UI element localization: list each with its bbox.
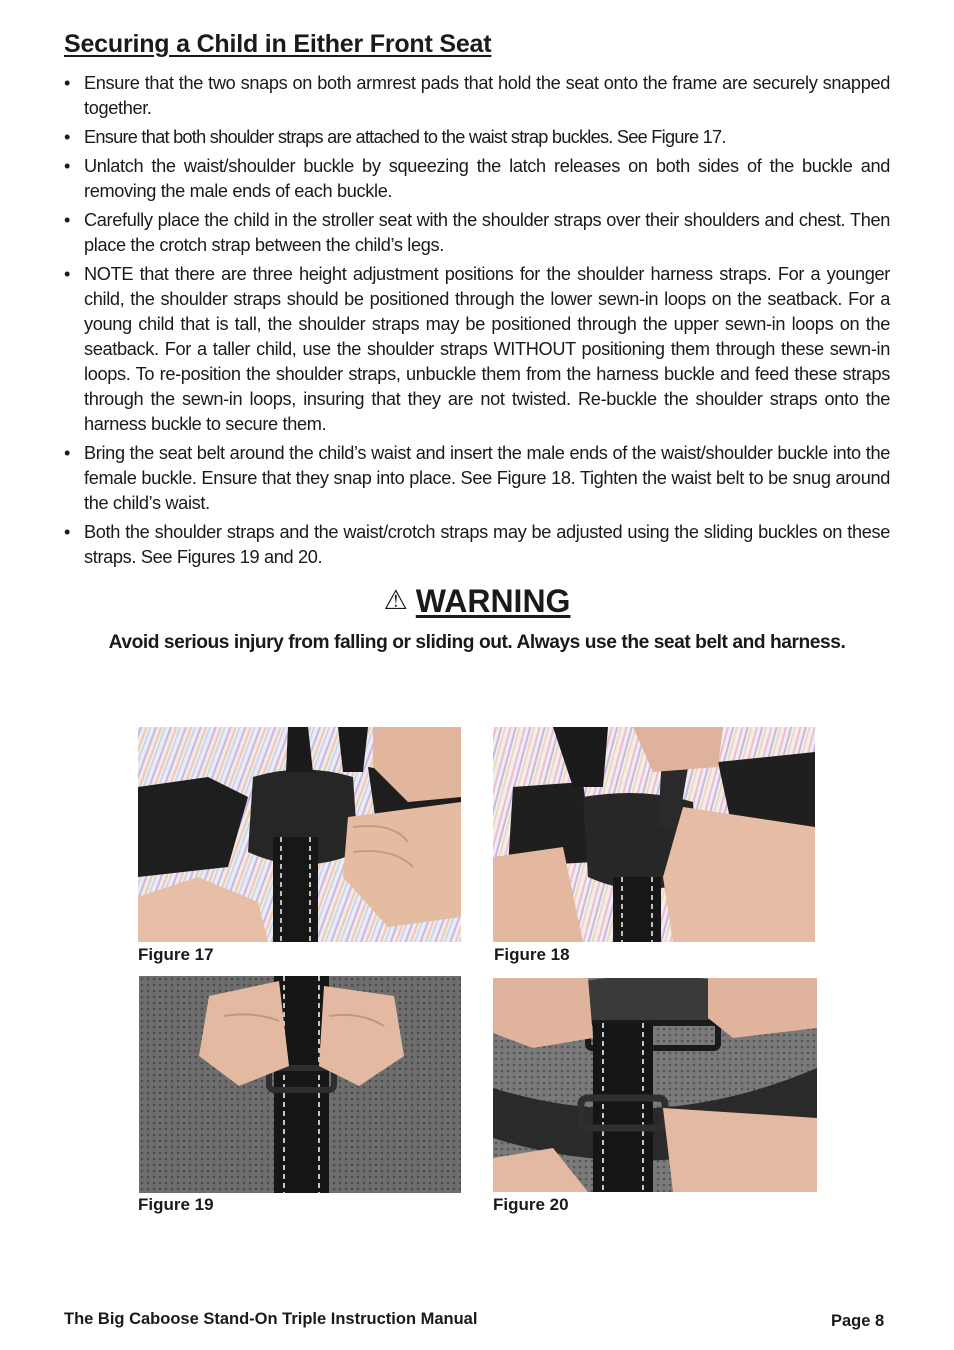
figure-18-photo	[493, 727, 815, 942]
figure-caption: Figure 18	[494, 945, 570, 964]
instruction-item: • Unlatch the waist/shoulder buckle by squeezing the latch releases on both sides of the buckle and removing the male ends of each buckle.	[64, 154, 890, 204]
instruction-item: • Ensure that the two snaps on both armrest pads that hold the seat onto the frame are securely snapped together.	[64, 71, 890, 121]
instruction-item: • Ensure that both shoulder straps are attached to the waist strap buckles. See Figure 17.	[64, 125, 890, 150]
section-heading: Securing a Child in Either Front Seat	[64, 30, 492, 58]
figure-caption: Figure 17	[138, 945, 214, 964]
footer-page-number: Page 8	[831, 1312, 885, 1330]
figure-17-photo	[138, 727, 461, 942]
instruction-item: • NOTE that there are three height adjustment positions for the shoulder harness straps. For a younger child, the shoulder straps should be positioned through the lower sewn-in loops on the seatback. For a young child that is tall, the shoulder straps may be positioned through the upper sewn-in loops on the seatback. For a taller child, use the shoulder straps WITHOUT positioning them through these sewn-in loops. To re-position the shoulder straps, unbuckle them from the harness buckle and feed these straps through the sewn-in loops, insuring that they are not twisted. Re-buckle the shoulder straps onto the harness buckle to secure them.	[64, 262, 890, 437]
instruction-item: • Carefully place the child in the stroller seat with the shoulder straps over their shoulders and chest. Then place the crotch strap between the child’s legs.	[64, 208, 890, 258]
figure-20-photo	[493, 978, 817, 1192]
instruction-list	[64, 71, 890, 574]
instruction-item: • Both the shoulder straps and the waist/crotch straps may be adjusted using the sliding buckles on these straps. See Figures 19 and 20.	[64, 520, 890, 570]
warning-text: Avoid serious injury from falling or sliding out. Always use the seat belt and harness.	[108, 632, 846, 653]
warning-heading	[0, 583, 954, 620]
figure-19-photo	[139, 976, 461, 1193]
figure-caption: Figure 20	[493, 1195, 569, 1214]
figure-caption: Figure 19	[138, 1195, 214, 1214]
footer-manual-title: The Big Caboose Stand-On Triple Instruction Manual	[64, 1310, 478, 1328]
warning-triangle-icon: ⚠	[383, 585, 408, 615]
instruction-item: • Bring the seat belt around the child’s waist and insert the male ends of the waist/shoulder buckle into the female buckle. Ensure that they snap into place. See Figure 18. Tighten the waist belt to be snug around the child’s waist.	[64, 441, 890, 516]
warning-title: WARNING	[415, 583, 571, 619]
